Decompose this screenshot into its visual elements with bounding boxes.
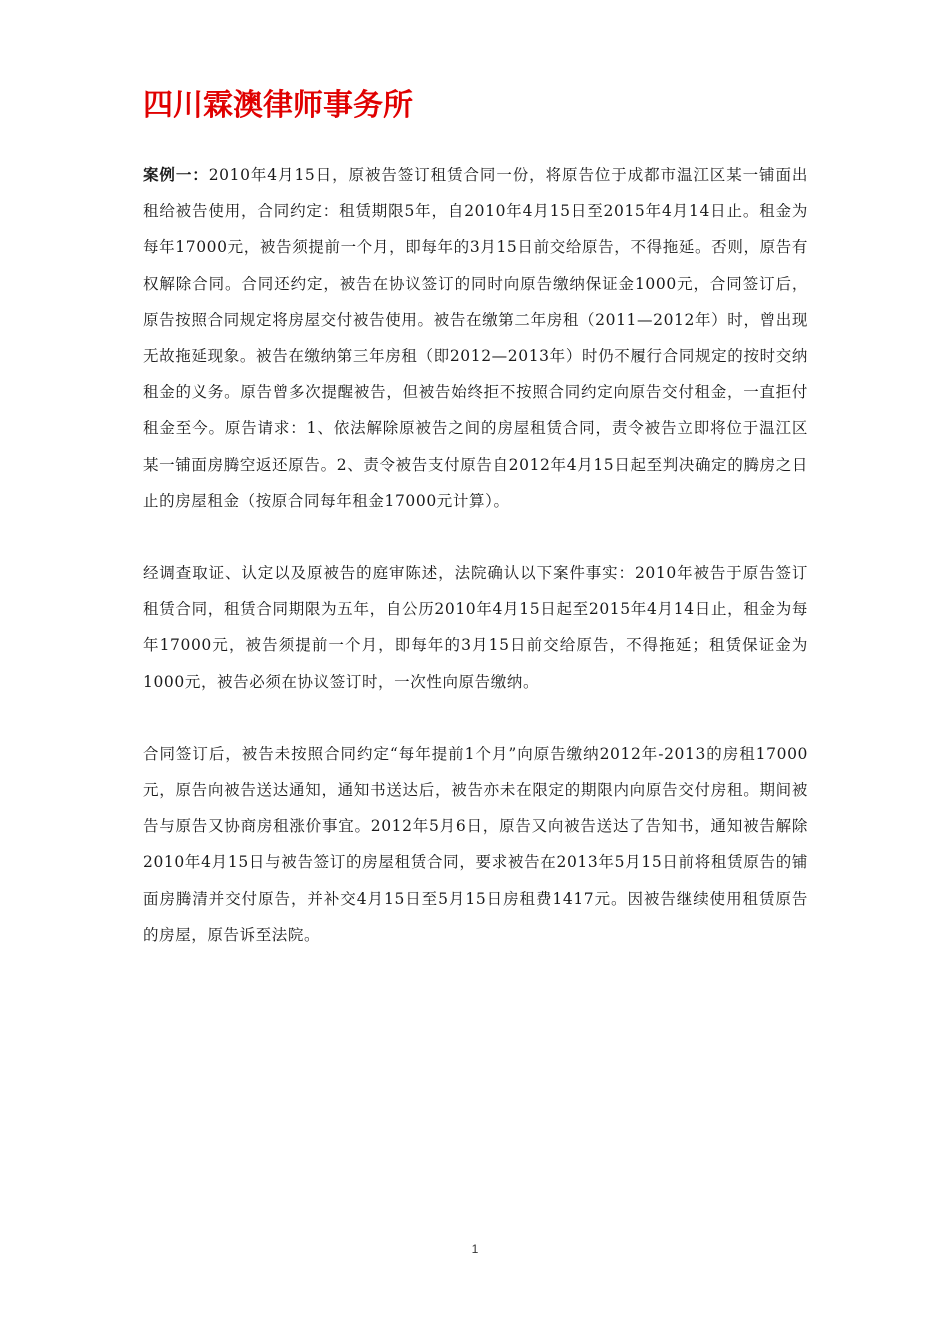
after-contract-paragraph-text: 合同签订后，被告未按照合同约定“每年提前1个月”向原告缴纳2012年-2013的房租17000元，原告向被告送达通知，通知书送达后，被告亦未在限定的期限内向原告交付房租。期间被告与原告又协商房租涨价事宜。2012年5月6日，原告又向被告送达了告知书，通知被告解除2010年4月15日与被告签订的房屋租赁合同，要求被告在2013年5月15日前将租赁原告的铺面房腾清并交付原告，并补交4月15日至5月15日房租费1417元。因被告继续使用租赁原告的房屋，原告诉至法院。 [143,744,808,944]
case-paragraph-1 [143,157,808,519]
facts-paragraph-text: 经调查取证、认定以及原被告的庭审陈述，法院确认以下案件事实：2010年被告于原告签订租赁合同，租赁合同期限为五年，自公历2010年4月15日起至2015年4月14日止，租金为每年17000元，被告须提前一个月，即每年的3月15日前交给原告，不得拖延；租赁保证金为1000元，被告必须在协议签订时，一次性向原告缴纳。 [143,564,808,691]
facts-paragraph [143,555,808,700]
after-contract-paragraph [143,736,808,953]
page-number: 1 [471,1242,479,1256]
case-paragraph-1-text: 2010年4月15日，原被告签订租赁合同一份，将原告位于成都市温江区某一铺面出租给被告使用，合同约定：租赁期限5年，自2010年4月15日至2015年4月14日止。租金为每年17000元，被告须提前一个月，即每年的3月15日前交给原告，不得拖延。否则，原告有权解除合同。合同还约定，被告在协议签订的同时向原告缴纳保证金1000元，合同签订后，原告按照合同规定将房屋交付被告使用。被告在缴第二年房租（2011—2012年）时，曾出现无故拖延现象。被告在缴纳第三年房租（即2012—2013年）时仍不履行合同规定的按时交纳租金的义务。原告曾多次提醒被告，但被告始终拒不按照合同约定向原告交付租金，一直拒付租金至今。原告请求：1、依法解除原被告之间的房屋租赁合同，责令被告立即将位于温江区某一铺面房腾空返还原告。2、责令被告支付原告自2012年4月15日起至判决确定的腾房之日止的房屋租金（按原合同每年租金17000元计算）。 [143,166,808,510]
firm-name-heading: 四川霖澳律师事务所 [143,88,413,123]
case-label: 案例一： [143,166,209,184]
document-body [143,157,808,953]
